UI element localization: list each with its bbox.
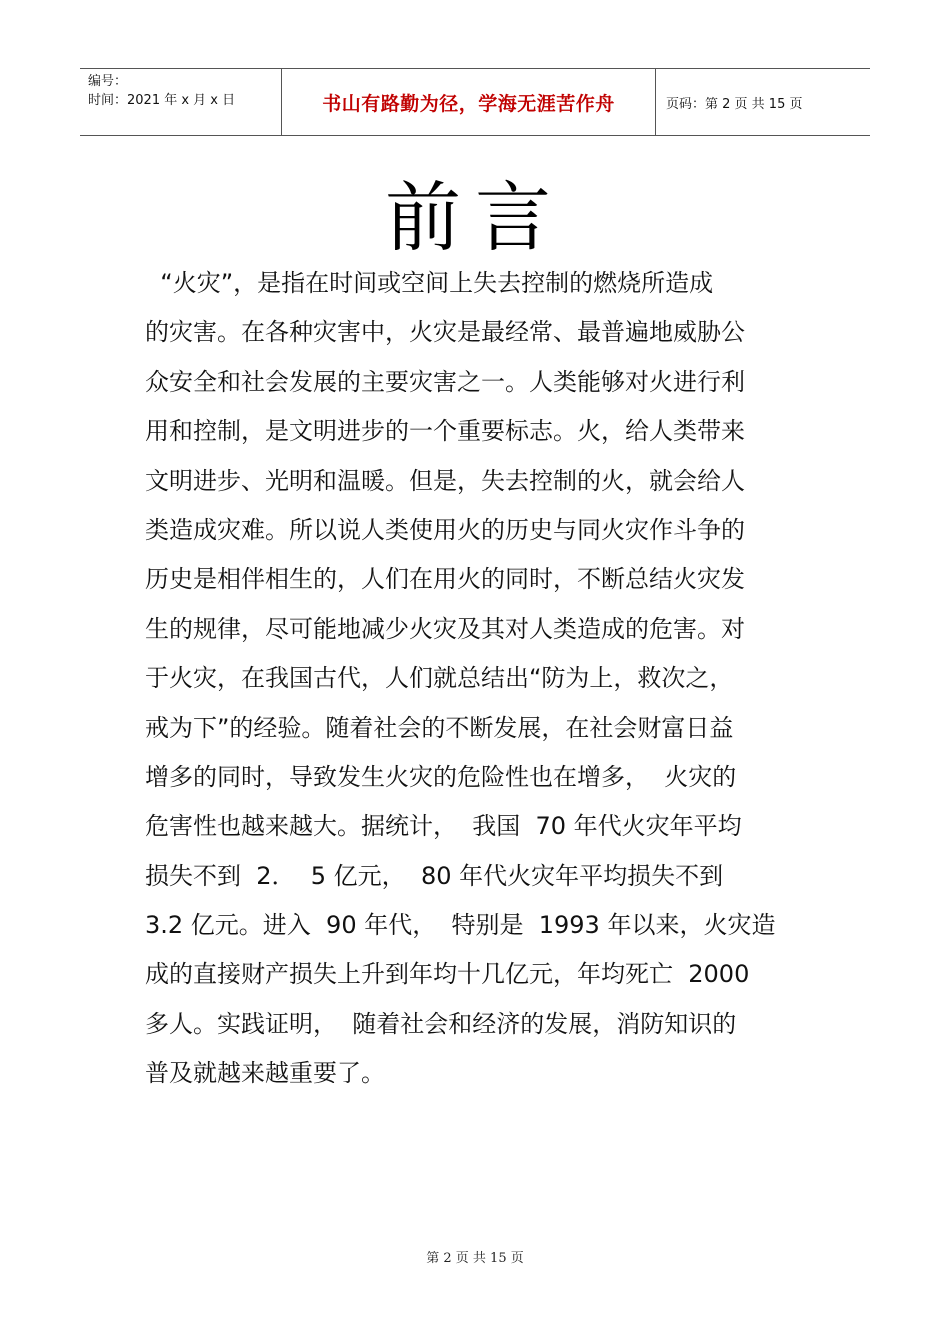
paragraph-line: 用和控制，是文明进步的一个重要标志。火，给人类带来 — [145, 417, 745, 446]
paragraph-line: 文明进步、光明和温暖。但是，失去控制的火，就会给人 — [145, 466, 745, 495]
preface-body — [145, 259, 810, 1099]
paragraph-line: 生的规律，尽可能地减少火灾及其对人类造成的危害。对 — [145, 614, 745, 643]
paragraph-line: 类造成灾难。所以说人类使用火的历史与同火灾作斗争的 — [145, 515, 745, 544]
paragraph-line: 于火灾，在我国古代，人们就总结出“防为上，救次之， — [145, 664, 734, 693]
header-page-info: 页码：第 2 页 共 15 页 — [666, 96, 803, 112]
paragraph-line: 多人。实践证明， 随着社会和经济的发展，消防知识的 — [145, 1009, 737, 1038]
paragraph-line: 损失不到 2． 5 亿元， 80 年代火灾年平均损失不到 — [145, 861, 724, 890]
page-header — [80, 68, 870, 136]
paragraph-line: 普及就越来越重要了。 — [145, 1059, 385, 1088]
paragraph-line: 危害性也越来越大。据统计， 我国 70 年代火灾年平均 — [145, 812, 742, 841]
paragraph-line: 历史是相伴相生的，人们在用火的同时，不断总结火灾发 — [145, 565, 745, 594]
document-number-label: 编号： — [88, 74, 128, 89]
page-title: 前言 — [385, 173, 565, 262]
paragraph-line: 众安全和社会发展的主要灾害之一。人类能够对火进行利 — [145, 367, 745, 396]
paragraph-line: 成的直接财产损失上升到年均十几亿元，年均死亡 2000 — [145, 960, 750, 989]
paragraph-line: 戒为下”的经验。随着社会的不断发展，在社会财富日益 — [145, 713, 734, 742]
header-meta — [80, 69, 282, 135]
paragraph-line: 增多的同时，导致发生火灾的危险性也在增多， 火灾的 — [145, 762, 737, 791]
header-motto: 书山有路勤为径，学海无涯苦作舟 — [282, 69, 656, 135]
paragraph-line: 3.2 亿元。进入 90 年代， 特别是 1993 年以来，火灾造 — [145, 911, 776, 940]
paragraph-line: “火灾”，是指在时间或空间上失去控制的燃烧所造成 — [145, 269, 714, 297]
document-time: 时间：2021 年 x 月 x 日 — [88, 93, 236, 108]
paragraph-line: 的灾害。在各种灾害中，火灾是最经常、最普遍地威胁公 — [145, 318, 745, 347]
page-footer: 第 2 页 共 15 页 — [426, 1251, 524, 1266]
